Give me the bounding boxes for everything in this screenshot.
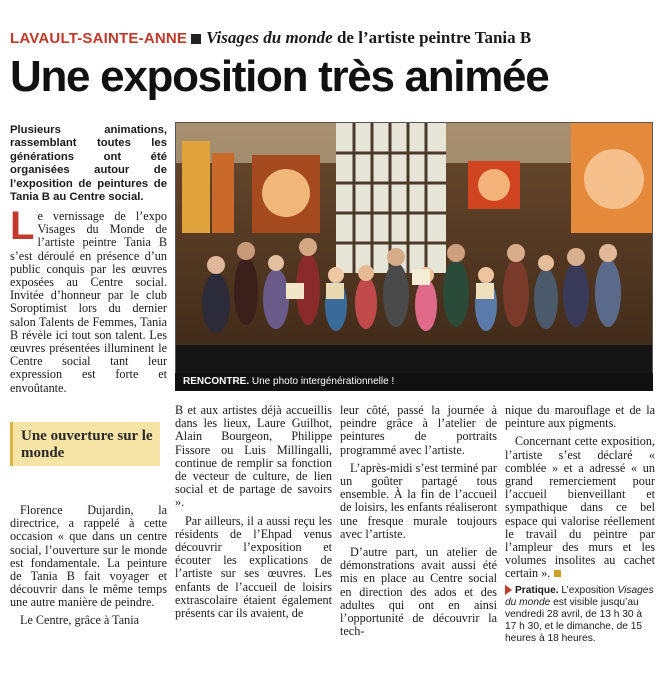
kicker-location: LAVAULT-SAINTE-ANNE [10,30,188,47]
chapeau: Plusieurs animations, rassemblant toutes les générations ont été organisées autour de l’exposition de peintures de Tania B au Centre social. [10,124,167,204]
practical-text-2: est visible jusqu’au vendredi 28 avril, de 13 h 30 à 17 h 30, et le dimanche, de 15 heures à 18 heures. [505,597,643,644]
caption-text: Une photo intergénérationnelle ! [249,376,395,387]
kicker [10,28,660,50]
end-mark-icon [554,570,561,577]
paragraph: Florence Dujardin, la directrice, a rappelé à cette occasion « que dans un centre social, l’ouverture sur le monde est fondamentale. La peinture de Tania B fait voyager et découvrir dans le même temps une autre manière de peindre. [10,503,167,610]
paragraph: nique du marouflage et de la peinture aux pigments. [505,403,655,431]
paragraph: leur côté, passé la journée à peindre grâce à l’atelier de peintures de portraits programmé avec l’artiste. [340,403,497,457]
square-bullet-icon [191,34,201,44]
practical-info [505,585,655,645]
caption-label: RENCONTRE. [183,376,250,387]
photo-illustration [176,123,652,385]
subhead-box: Une ouverture sur le monde [10,422,160,466]
paragraph: L’après-midi s’est terminé par un goûter partagé tous ensemble. À la fin de l’accueil de loisirs, les enfants réaliseront une fresque murale toujours avec l’artiste. [340,460,497,541]
arrow-right-icon [505,585,512,595]
column-3 [340,404,497,643]
column-1 [10,504,167,631]
paragraph: Par ailleurs, il a aussi reçu les résidents de l’Ehpad venus découvrir l’exposition et écouter les explications de l’artiste sur ses œuvres. Les enfants de l’accueil de loisirs extrascolaire étaient également présents car ils avaient, de [175,513,332,621]
paragraph: Le Centre, grâce à Tania [20,612,140,627]
kicker-title-rest: de l’artiste peintre Tania B [332,28,532,47]
drop-cap: L [10,204,35,248]
paragraph-text: Concernant cette exposition, l’artiste s’est déclaré « comblée » et a adressé « un grand remerciement pour l’accueil bienveillant et sympathique dans ce bel espace qui valorise réellement le travail du peintre par l’ampleur des murs et les volumes insolites au cachet certain ». [505,434,655,581]
practical-label: Pratique. [515,585,559,596]
intro-paragraph [10,204,167,395]
practical-text-1: L’exposition [558,585,618,596]
column-2 [175,404,332,625]
paragraph [505,435,655,580]
photo-caption [175,373,653,391]
article-photo [175,122,653,386]
practical-title: Visages du monde [505,585,654,608]
kicker-subtitle [206,28,531,47]
column-4 [505,404,655,586]
paragraph: B et aux artistes déjà accueillis dans les lieux, Laure Guilhot, Alain Bourgeon, Philippe Fissore ou Luis Millingalli, continue de remplir sa fonction de vecteur de culture, de lien social et de partage de savoirs ». [175,403,332,510]
paragraph: D’autre part, un atelier de démonstrations avait aussi été mis en place au Centre social en direction des ados et des adultes qui ont en ainsi l’opportunité de découvrir la tech- [340,545,497,639]
intro-text: e vernissage de l’expo Visages du Monde de l’artiste peintre Tania B s’est déroulé en présence d’un public conquis par les œuvres exposées au Centre social. Invitée d’honneur par le club Soroptimist lors du dernier salon Talents de Femmes, Tania B révèle ici tout son talent. Les œuvres présentées illuminent le Centre social tant leur expression est forte et envoûtante. [10,209,167,395]
headline: Une exposition très animée [10,52,549,101]
kicker-title-italic: Visages du monde [206,28,333,47]
